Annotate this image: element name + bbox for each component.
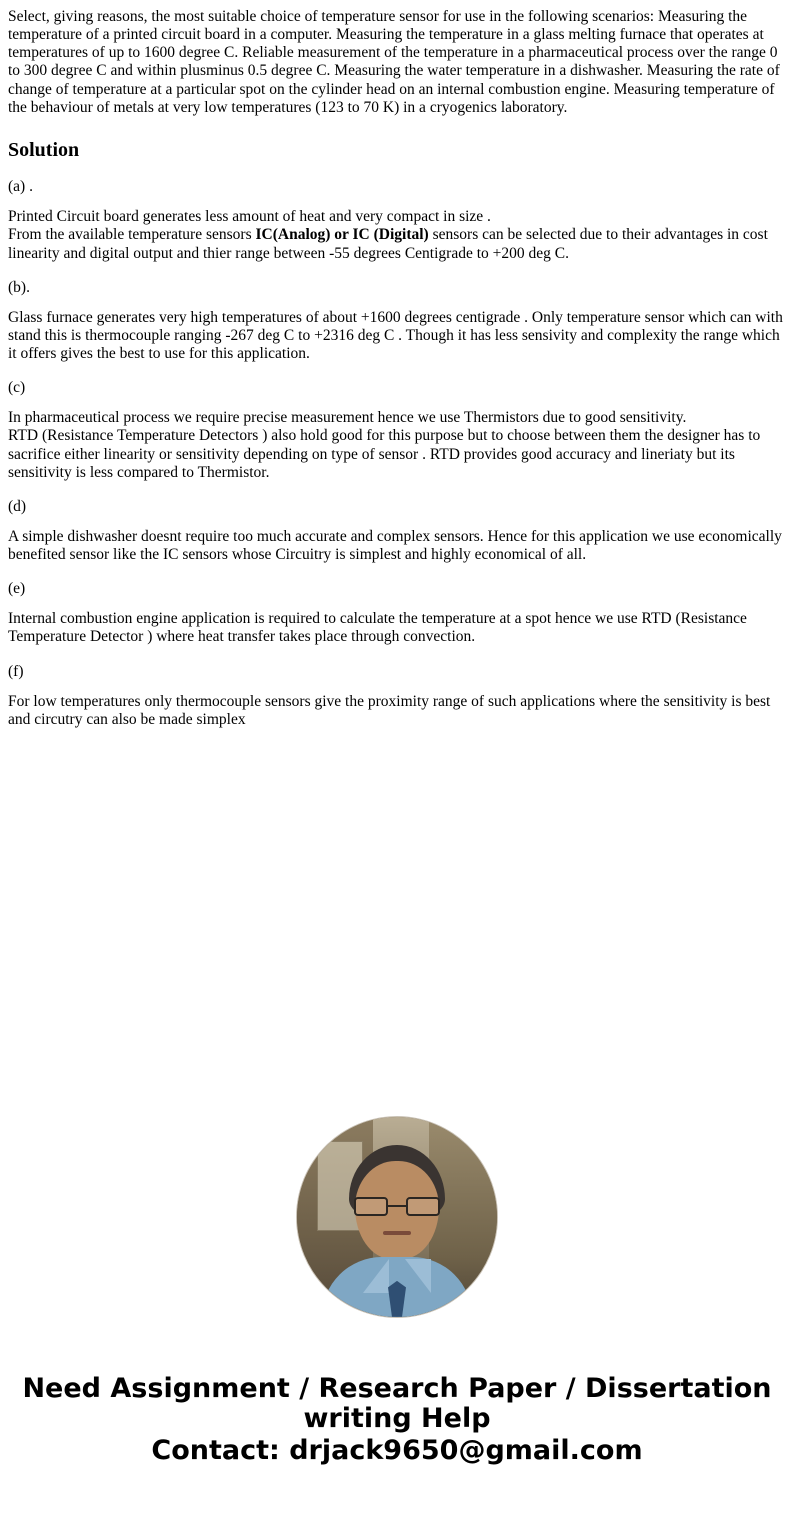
answer-label-f: (f): [8, 662, 24, 680]
page-title: Solution: [8, 138, 80, 161]
answer-label-a: (a) .: [8, 178, 33, 196]
rich-prefix: From the available temperature sensors: [8, 226, 256, 244]
answer-label-b: (b).: [8, 278, 30, 296]
answer-label-e: (e): [8, 580, 26, 598]
rich-suffix: sensors can be selected due to their advantages in cost linearity and digital output and thier range between -55 degrees Centigrade to +200 deg C.: [8, 226, 768, 262]
answer-section-e: [8, 580, 786, 646]
answer-section-f: [8, 663, 786, 729]
answer-label-c: (c): [8, 379, 26, 397]
answer-paragraph: For low temperatures only thermocouple sensors give the proximity range of such applications where the sensitivity is best and circutry can also be made simplex: [8, 692, 771, 728]
answer-section-a: [8, 178, 786, 263]
answer-paragraph: A simple dishwasher doesnt require too much accurate and complex sensors. Hence for this application we use economically benefited sensor like the IC sensors whose Circuitry is simplest and highly economical of all.: [8, 527, 782, 564]
glasses-icon: [354, 1197, 440, 1217]
vertical-spacer: [8, 745, 786, 1117]
answer-paragraph: In pharmaceutical process we require precise measurement hence we use Thermistors due to good sensitivity.: [8, 409, 687, 427]
avatar-container: [8, 1117, 786, 1322]
promo-line-1: Need Assignment / Research Paper / Dissertation writing Help: [22, 1373, 772, 1435]
answer-paragraph-rich: [8, 226, 786, 262]
glasses-bridge: [388, 1205, 406, 1207]
answer-paragraph: RTD (Resistance Temperature Detectors ) also hold good for this purpose but to choose between them the designer has to sacrifice either linearity or sensitivity depending on type of sensor . RTD provides good accuracy and lineriaty but its sensitivity is less compared to Thermistor.: [8, 427, 761, 481]
avatar: [297, 1117, 497, 1317]
collar-left: [363, 1259, 389, 1293]
answer-label-d: (d): [8, 497, 27, 515]
collar-right: [405, 1259, 431, 1293]
answer-section-b: [8, 279, 786, 364]
question-text: Select, giving reasons, the most suitable choice of temperature sensor for use in the following scenarios: Measuring the temperature of a printed circuit board in a computer. Measuring the temperature in a glass melting furnace that operates at temperatures of up to 1600 degree C. Reliable measurement of the temperature in a pharmaceutical process over the range 0 to 300 degree C and within plusminus 0.5 degree C. Measuring the water temperature in a dishwasher. Measuring the rate of change of temperature at a particular spot on the cylinder head on an internal combustion engine. Measuring temperature of the behaviour of metals at very low temperatures (123 to 70 K) in a cryogenics laboratory.: [8, 8, 780, 116]
answer-section-c: [8, 379, 786, 482]
rich-bold: IC(Analog) or IC (Digital): [255, 226, 429, 244]
mouth-shape: [383, 1231, 411, 1235]
answer-paragraph: Printed Circuit board generates less amount of heat and very compact in size .: [8, 208, 491, 226]
promo-line-2: Contact: drjack9650@gmail.com: [151, 1435, 643, 1467]
answer-section-d: [8, 498, 786, 564]
answer-paragraph: Internal combustion engine application is required to calculate the temperature at a spot hence we use RTD (Resistance Temperature Detector ) where heat transfer takes place through convection.: [8, 610, 747, 646]
glasses-lens-right: [406, 1197, 440, 1216]
promo-banner: [8, 1374, 786, 1467]
answer-paragraph: Glass furnace generates very high temperatures of about +1600 degrees centigrade . Only temperature sensor which can with stand this is thermocouple ranging -267 deg C to +2316 deg C . Though it has less sensivity and complexity the range which it offers gives the best to use for this application.: [8, 308, 783, 363]
glasses-lens-left: [354, 1197, 388, 1216]
